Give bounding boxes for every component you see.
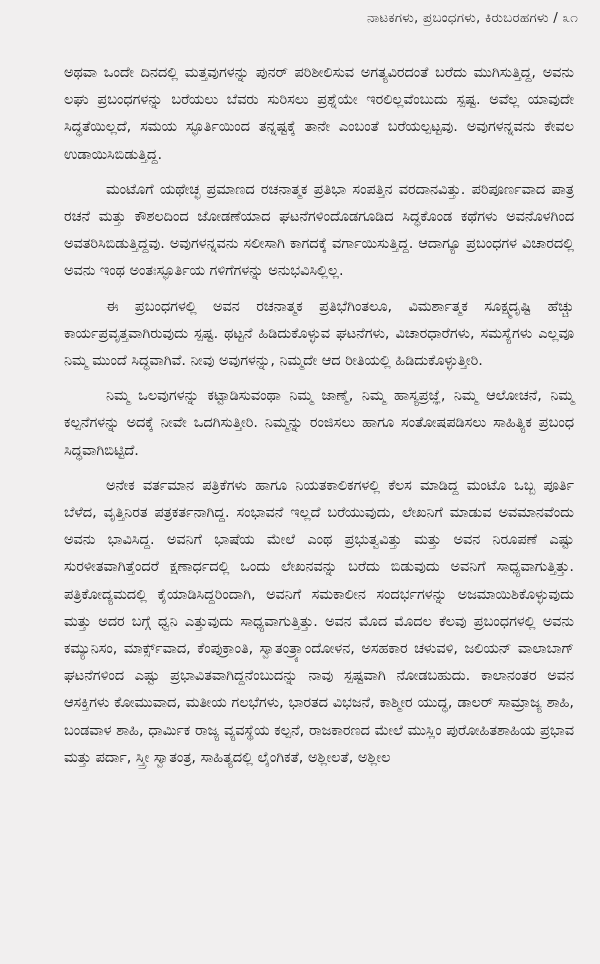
paragraph-2: ಮಂಟೊಗೆ ಯಥೇಚ್ಛ ಪ್ರಮಾಣದ ರಚನಾತ್ಮಕ ಪ್ರತಿಭಾ ಸಂಪತ್ತಿನ ವರದಾನವಿತ್ತು. ಪರಿಪೂರ್ಣವಾದ ಪಾತ್ರ ರಚನೆ ಮತ್ತು ಕೌಶಲದಿಂದ ಜೋಡಣೆಯಾದ ಘಟನೆಗಳಿಂದೊಡಗೂಡಿದ ಸಿದ್ಧಕೊಂಡ ಕಥೆಗಳು ಅವನೊಳಗಿಂದ ಅವತರಿಸಿಬಿಡುತ್ತಿದ್ದವು. ಅವುಗಳನ್ನವನು ಸಲೀಸಾಗಿ ಕಾಗದಕ್ಕೆ ವರ್ಗಾಯಿಸುತ್ತಿದ್ದ. ಆದಾಗ್ಯೂ ಪ್ರಬಂಧಗಳ ವಿಚಾರದಲ್ಲಿ ಅವನು ಇಂಥ ಅಂತಃಸ್ಫೂರ್ತಿಯ ಗಳಿಗೆಗಳನ್ನು ಅನುಭವಿಸಿಲ್ಲಿಲ್ಲ. <box>64 181 574 280</box>
paragraph-1: ಅಥವಾ ಒಂದೇ ದಿನದಲ್ಲಿ ಮತ್ತವುಗಳನ್ನು ಪುನರ್ ಪರಿಶೀಲಿಸುವ ಅಗತ್ಯವಿರದಂತೆ ಬರೆದು ಮುಗಿಸುತ್ತಿದ್ದ, ಅವನು ಲಘು ಪ್ರಬಂಧಗಳನ್ನು ಬರೆಯಲು ಬೆವರು ಸುರಿಸಲು ಪ್ರಶ್ನೆಯೇ ಇರಲಿಲ್ಲವೆಂಬುದು ಸ್ಪಷ್ಟ. ಅವೆಲ್ಲ ಯಾವುದೇ ಸಿದ್ಧತೆಯಿಲ್ಲದೆ, ಸಮಯ ಸ್ಫೂರ್ತಿಯಿಂದ ತನ್ನಷ್ಟಕ್ಕೆ ತಾನೇ ಎಂಬಂತೆ ಬರೆಯಲ್ಪಟ್ಟವು. ಅವುಗಳನ್ನವನು ಕೇವಲ ಉಡಾಯಿಸಿಬಿಡುತ್ತಿದ್ದ. <box>64 65 574 163</box>
paragraph-5: ಅನೇಕ ವರ್ತಮಾನ ಪತ್ರಿಕೆಗಳು ಹಾಗೂ ನಿಯತಕಾಲಿಕಗಳಲ್ಲಿ ಕೆಲಸ ಮಾಡಿದ್ದ ಮಂಟೊ ಒಬ್ಬ ಪೂರ್ತಿ ಬೆಳೆದ, ವೃತ್ತಿನಿರತ ಪತ್ರಕರ್ತನಾಗಿದ್ದ. ಸಂಭಾವನೆ ಇಲ್ಲದೆ ಬರೆಯುವುದು, ಲೇಖನಿಗೆ ಮಾಡುವ ಅವಮಾನವೆಂದು ಅವನು ಭಾವಿಸಿದ್ದ. ಅವನಿಗೆ ಭಾಷೆಯ ಮೇಲೆ ಎಂಥ ಪ್ರಭುತ್ವವಿತ್ತು ಮತ್ತು ಅವನ ನಿರೂಪಣೆ ಎಷ್ಟು ಸುರಳೀತವಾಗಿತ್ತೆಂದರೆ ಕ್ಷಣಾರ್ಧದಲ್ಲಿ ಒಂದು ಲೇಖನವನ್ನು ಬರೆದು ಬಿಡುವುದು ಅವನಿಗೆ ಸಾಧ್ಯವಾಗುತ್ತಿತ್ತು. ಪತ್ರಿಕೋದ್ಯಮದಲ್ಲಿ ಕೈಯಾಡಿಸಿದ್ದರಿಂದಾಗಿ, ಅವನಿಗೆ ಸಮಕಾಲೀನ ಸಂದರ್ಭಗಳನ್ನು ಅಜಮಾಯಿಶಿಕೊಳ್ಳುವುದು ಮತ್ತು ಅದರ ಬಗ್ಗೆ ಧ್ವನಿ ಎತ್ತುವುದು ಸಾಧ್ಯವಾಗುತ್ತಿತ್ತು. ಅವನ ಮೊದ ಮೊದಲ ಕೆಲವು ಪ್ರಬಂಧಗಳಲ್ಲಿ ಅವನು ಕಮ್ಯುನಿಸಂ, ಮಾರ್ಕ್ಸ್‌ವಾದ, ಕೆಂಪುಕ್ರಾಂತಿ, ಸ್ವಾತಂತ್ರ್ಯಾಂದೋಳನ, ಅಸಹಕಾರ ಚಳುವಳಿ, ಜಲಿಯನ್ ವಾಲಾಬಾಗ್ ಘಟನೆಗಳಿಂದ ಎಷ್ಟು ಪ್ರಭಾವಿತವಾಗಿದ್ದನೆಂಬುದನ್ನು ನಾವು ಸ್ಪಷ್ಟವಾಗಿ ನೋಡಬಹುದು. ಕಾಲಾನಂತರ ಅವನ ಆಸಕ್ತಿಗಳು ಕೋಮುವಾದ, ಮತೀಯ ಗಲಭೆಗಳು, ಭಾರತದ ವಿಭಜನೆ, ಕಾಶ್ಮೀರ ಯುದ್ಧ, ಡಾಲರ್ ಸಾಮ್ರಾಜ್ಯ ಶಾಹಿ, ಬಂಡವಾಳ ಶಾಹಿ, ಧಾರ್ಮಿಕ ರಾಜ್ಯ ವ್ಯವಸ್ಥೆಯ ಕಲ್ಪನೆ, ರಾಜಕಾರಣದ ಮೇಲೆ ಮುಸ್ಲಿಂ ಪುರೋಹಿತಶಾಹಿಯ ಪ್ರಭಾವ ಮತ್ತು ಪರ್ದಾ, ಸ್ತ್ರೀ ಸ್ವಾತಂತ್ರ, ಸಾಹಿತ್ಯದಲ್ಲಿ ಲೈಂಗಿಕತೆ, ಅಶ್ಲೀಲತೆ, ಅಶ್ಲೀಲ <box>64 477 574 766</box>
running-header: ನಾಟಕಗಳು, ಪ್ರಬಂಧಗಳು, ಕಿರುಬರಹಗಳು / ೩೧ <box>366 10 578 26</box>
paragraph-4: ನಿಮ್ಮ ಒಲವುಗಳನ್ನು ಕಟ್ಟಾಡಿಸುವಂಥಾ ನಿಮ್ಮ ಜಾಣ್ಮೆ, ನಿಮ್ಮ ಹಾಸ್ಯಪ್ರಜ್ಞೆ, ನಿಮ್ಮ ಆಲೋಚನೆ, ನಿಮ್ಮ ಕಲ್ಪನೆಗಳನ್ನು ಅದಕ್ಕೆ ನೀವೇ ಒದಗಿಸುತ್ತೀರಿ. ನಿಮ್ಮನ್ನು ರಂಜಿಸಲು ಹಾಗೂ ಸಂತೋಷಪಡಿಸಲು ಸಾಹಿತ್ಯಿಕ ಪ್ರಬಂಧ ಸಿದ್ಧವಾಗಿಬಿಟ್ಟಿದೆ. <box>64 388 574 459</box>
paragraph-3: ಈ ಪ್ರಬಂಧಗಳಲ್ಲಿ ಅವನ ರಚನಾತ್ಮಕ ಪ್ರತಿಭೆಗಿಂತಲೂ, ವಿಮರ್ಶಾತ್ಮಕ ಸೂಕ್ಷ್ಮದೃಷ್ಟಿ ಹೆಚ್ಚು ಕಾರ್ಯಪ್ರವೃತ್ತವಾಗಿರುವುದು ಸ್ಪಷ್ಟ. ಥಟ್ಟನೆ ಹಿಡಿದುಕೊಳ್ಳುವ ಘಟನೆಗಳು, ವಿಚಾರಧಾರೆಗಳು, ಸಮಸ್ಯೆಗಳು ಎಲ್ಲವೂ ನಿಮ್ಮ ಮುಂದೆ ಸಿದ್ಧವಾಗಿವೆ. ನೀವು ಅವುಗಳನ್ನು, ನಿಮ್ಮದೇ ಆದ ರೀತಿಯಲ್ಲಿ ಹಿಡಿದುಕೊಳ್ಳುತ್ತೀರಿ. <box>64 298 574 370</box>
body-text <box>64 60 574 780</box>
